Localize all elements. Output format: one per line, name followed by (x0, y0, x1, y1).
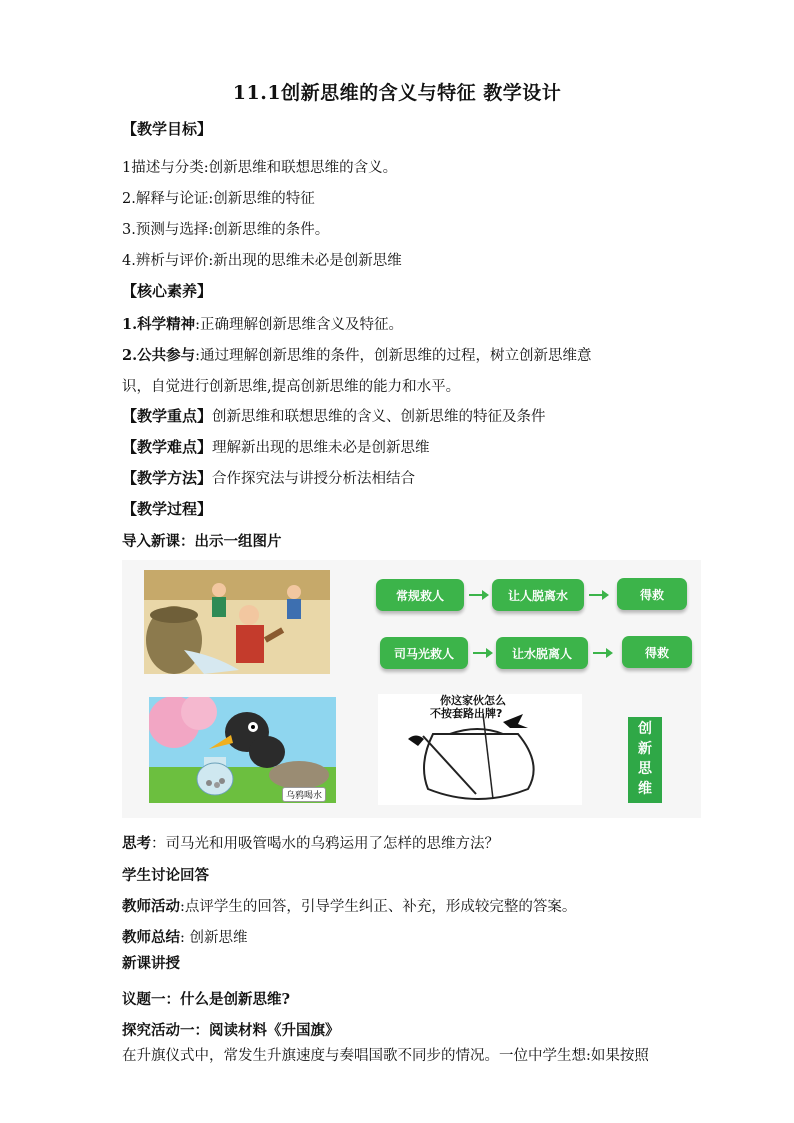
think-text: ：司马光和用吸管喝水的乌鸦运用了怎样的思维方法？ (151, 836, 499, 852)
teacher-activity (122, 895, 576, 916)
flow-step-saved-1: 得救 (617, 578, 687, 610)
core-item-2-continued: 识，自觉进行创新思维,提高创新思维的能力和水平。 (122, 379, 461, 395)
core-heading: 【核心素养】 (122, 282, 213, 300)
difficult-points-text: 理解新出现的思维未必是创新思维 (212, 440, 430, 456)
teaching-method-label: 【教学方法】 (122, 469, 213, 487)
think-question (122, 832, 499, 853)
document-title: 11.1创新思维的含义与特征 教学设计 (232, 82, 562, 104)
student-discussion: 学生讨论回答 (122, 867, 209, 884)
difficult-points-label: 【教学难点】 (122, 438, 213, 456)
teacher-summary-label: 教师总结 (122, 929, 180, 946)
goal-item-3: 3.预测与选择:创新思维的条件。 (122, 222, 330, 238)
key-points-label: 【教学重点】 (122, 407, 213, 425)
crow-caption: 乌鸦喝水 (282, 787, 326, 802)
key-points-text: 创新思维和联想思维的含义、创新思维的特征及条件 (212, 409, 546, 425)
cartoon-speech-line-2: 不按套路出牌? (430, 707, 503, 720)
label-char: 新 (638, 741, 652, 757)
arrow-right-icon (593, 648, 613, 658)
core-item-1-text: :正确理解创新思维含义及特征。 (195, 317, 404, 333)
arrow-right-icon (469, 590, 489, 600)
label-char: 思 (638, 761, 652, 777)
teaching-method (122, 467, 415, 488)
flow-step-saved-2: 得救 (622, 636, 692, 668)
teacher-summary-text: : 创新思维 (180, 930, 248, 946)
flow-step-sima-guang-rescue: 司马光救人 (380, 637, 468, 669)
new-lesson-heading: 新课讲授 (122, 955, 180, 972)
core-item-1-label: 1.科学精神 (122, 316, 196, 333)
flow-step-water-leaves-person: 让水脱离人 (496, 637, 588, 669)
think-label: 思考 (122, 835, 151, 852)
activity-one: 探究活动一：阅读材料《升国旗》 (122, 1022, 340, 1039)
core-item-1 (122, 313, 403, 334)
material-paragraph: 在升旗仪式中，常发生升旗速度与奏唱国歌不同步的情况。一位中学生想:如果按照 (122, 1048, 649, 1064)
label-char: 维 (638, 781, 652, 797)
label-char: 创 (638, 721, 652, 737)
innovative-thinking-label (628, 717, 662, 803)
core-item-2 (122, 344, 592, 365)
difficult-points (122, 436, 430, 457)
arrow-right-icon (589, 590, 609, 600)
sima-guang-illustration (144, 570, 330, 674)
teacher-summary (122, 926, 248, 947)
goals-heading: 【教学目标】 (122, 120, 213, 138)
process-heading: 【教学过程】 (122, 500, 213, 518)
arrow-right-icon (473, 648, 493, 658)
teaching-method-text: 合作探究法与讲授分析法相结合 (212, 471, 416, 487)
core-item-2-label: 2.公共参与 (122, 347, 196, 364)
teacher-activity-text: :点评学生的回答，引导学生纠正、补充，形成较完整的答案。 (180, 899, 577, 915)
intro-label: 导入新课：出示一组图片 (122, 533, 282, 550)
topic-one: 议题一：什么是创新思维? (122, 991, 290, 1008)
key-points (122, 405, 546, 426)
goal-item-1: 1描述与分类:创新思维和联想思维的含义。 (122, 160, 398, 176)
flow-step-normal-rescue: 常规救人 (376, 579, 464, 611)
core-item-2-text: :通过理解创新思维的条件，创新思维的过程，树立创新思维意 (195, 348, 592, 364)
goal-item-2: 2.解释与论证:创新思维的特征 (122, 191, 315, 207)
flow-step-person-leaves-water: 让人脱离水 (492, 579, 584, 611)
cartoon-speech-line-1: 你这家伙怎么 (440, 694, 506, 707)
teacher-activity-label: 教师活动 (122, 898, 180, 915)
goal-item-4: 4.辨析与评价:新出现的思维未必是创新思维 (122, 253, 402, 269)
